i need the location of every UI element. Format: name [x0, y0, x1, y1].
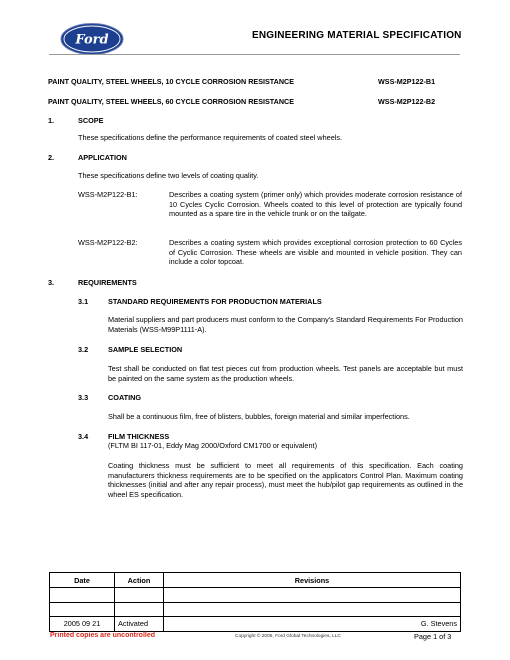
column-header-date: Date	[50, 573, 115, 588]
subsection-text: Shall be a continuous film, free of blisters, bubbles, foreign material and similar imperfections.	[108, 412, 410, 421]
ford-logo	[60, 22, 124, 56]
subsection-number: 3.4	[78, 432, 89, 441]
subsection-text: Test shall be conducted on flat test pieces cut from production wheels. Test panels are acceptable but must be painted on the same system as the production wheels.	[108, 364, 463, 383]
subsection-heading: COATING	[108, 393, 142, 402]
section-heading-application: APPLICATION	[78, 153, 127, 162]
spec-title: PAINT QUALITY, STEEL WHEELS, 60 CYCLE CORROSION RESISTANCE	[48, 97, 294, 106]
cell-action: Activated	[115, 617, 164, 632]
cell-date	[50, 602, 115, 617]
table-row	[50, 617, 461, 632]
application-item-label: WSS-M2P122-B1:	[78, 190, 138, 199]
copyright-notice: Copyright © 2005, Ford Global Technologies, LLC	[235, 634, 341, 639]
cell-date	[50, 588, 115, 603]
subsection-text: Coating thickness must be sufficient to meet all requirements of this specification. Each coating manufacturers thickness requirements are to be specified on the applicators Control Plan. Maximum coating thicknesses (initial and after any repair process), must meet the hub/pilot gap requirements as outlined in the wheel ES specification.	[108, 461, 463, 500]
application-item-text: Describes a coating system (primer only) which provides moderate corrosion resistance of 10 Cycles Cyclic Corrosion. Wheels coated to this level of protection are typically found mounted as a spare tire in the vehicle trunk or on the tailgate.	[169, 190, 462, 219]
cell-revision: G. Stevens	[164, 617, 461, 632]
section-heading-scope: SCOPE	[78, 116, 104, 125]
cell-date: 2005 09 21	[50, 617, 115, 632]
subsection-heading: STANDARD REQUIREMENTS FOR PRODUCTION MATERIALS	[108, 297, 322, 306]
table-row	[50, 602, 461, 617]
cell-revision	[164, 588, 461, 603]
uncontrolled-notice: Printed copies are uncontrolled	[50, 632, 156, 639]
application-text: These specifications define two levels of coating quality.	[78, 171, 259, 180]
scope-text: These specifications define the performance requirements of coated steel wheels.	[78, 133, 343, 142]
section-number: 1.	[48, 116, 55, 125]
ford-logo-text: Ford	[75, 32, 109, 48]
subsection-number: 3.2	[78, 345, 89, 354]
subsection-heading: SAMPLE SELECTION	[108, 345, 183, 354]
header-divider	[49, 54, 460, 55]
subsection-text: Material suppliers and part producers must conform to the Company's Standard Requirements For Production Materials (WSS-M99P1111-A).	[108, 315, 463, 334]
column-header-revisions: Revisions	[164, 573, 461, 588]
cell-revision	[164, 602, 461, 617]
spec-code: WSS-M2P122-B1	[378, 77, 436, 86]
section-heading-requirements: REQUIREMENTS	[78, 278, 137, 287]
spec-title: PAINT QUALITY, STEEL WHEELS, 10 CYCLE CORROSION RESISTANCE	[48, 77, 294, 86]
column-header-action: Action	[115, 573, 164, 588]
application-item-label: WSS-M2P122-B2:	[78, 238, 138, 247]
revisions-table	[49, 572, 461, 632]
subsection-subtitle: (FLTM BI 117-01, Eddy Mag 2000/Oxford CM1700 or equivalent)	[108, 441, 318, 450]
document-title: ENGINEERING MATERIAL SPECIFICATION	[252, 30, 462, 41]
subsection-heading: FILM THICKNESS	[108, 432, 170, 441]
cell-action	[115, 588, 164, 603]
page-number: Page 1 of 3	[414, 632, 452, 641]
section-number: 2.	[48, 153, 55, 162]
section-number: 3.	[48, 278, 55, 287]
application-item-text: Describes a coating system which provides exceptional corrosion protection to 60 Cycles of Cyclic Corrosion. These wheels are visible and mounted in vehicle position. They can include a color topcoat.	[169, 238, 462, 267]
subsection-number: 3.1	[78, 297, 89, 306]
cell-action	[115, 602, 164, 617]
table-row	[50, 588, 461, 603]
table-header-row	[50, 573, 461, 588]
subsection-number: 3.3	[78, 393, 89, 402]
spec-code: WSS-M2P122-B2	[378, 97, 436, 106]
